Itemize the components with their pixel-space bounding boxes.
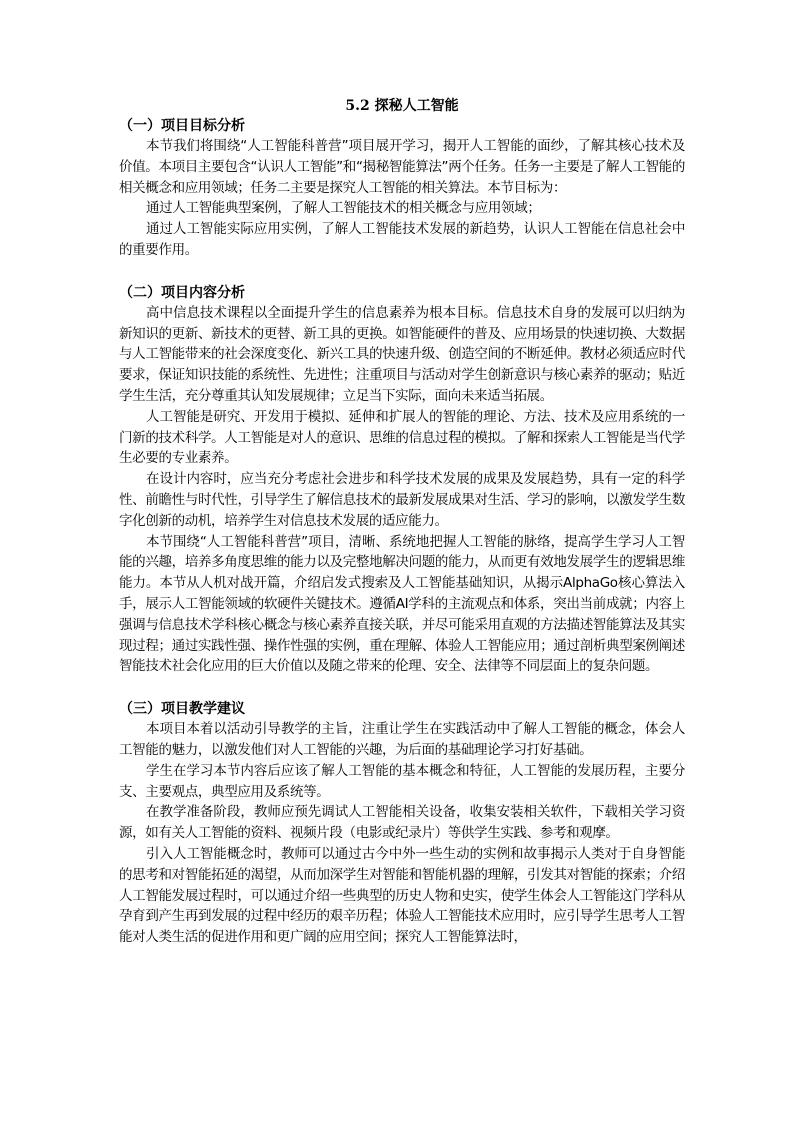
paragraph: 学生在学习本节内容后应该了解人工智能的基本概念和特征，人工智能的发展历程，主要分支、主要观点，典型应用及系统等。 xyxy=(119,762,685,800)
paragraph: 通过人工智能实际应用实例，了解人工智能技术发展的新趋势，认识人工智能在信息社会中的重要作用。 xyxy=(119,221,685,258)
paragraph: 引入人工智能概念时，教师可以通过古今中外一些生动的实例和故事揭示人类对于自身智能的思考和对智能拓延的渴望，从而加深学生对智能和智能机器的理解，引发其对智能的探索；介绍人工智能发展过程时，可以通过介绍一些典型的历史人物和史实，使学生体会人工智能这门学科从孕育到产生再到发展的过程中经历的艰辛历程；体验人工智能技术应用时，应引导学生思考人工智能对人类生活的促进作用和更广阔的应用空间；探究人工智能算法时， xyxy=(119,845,685,946)
paragraph: 高中信息技术课程以全面提升学生的信息素养为根本目标。信息技术自身的发展可以归纳为新知识的更新、新技术的更替、新工具的更换。如智能硬件的普及、应用场景的快速切换、大数据与人工智能带来的社会深度变化、新兴工具的快速升级、创造空间的不断延伸。教材必须适应时代要求，保证知识技能的系统性、先进性；注重项目与活动对学生创新意识与核心素养的驱动；贴近学生生活，充分尊重其认知发展规律；立足当下实际，面向未来适当拓展。 xyxy=(119,304,685,404)
paragraph: 人工智能是研究、开发用于模拟、延伸和扩展人的智能的理论、方法、技术及应用系统的一门新的技术科学。人工智能是对人的意识、思维的信息过程的模拟。了解和探索人工智能是当代学生必要的专业素养。 xyxy=(119,408,685,467)
paragraph: 本节围绕“人工智能科普营”项目，清晰、系统地把握人工智能的脉络，提高学生学习人工智能的兴趣，培养多角度思维的能力以及完整地解决问题的能力，从而更有效地发展学生的逻辑思维能力。本节从人机对战开篇，介绍启发式搜索及人工智能基础知识，从揭示AlphaGo核心算法入手，展示人工智能领域的软硬件关键技术。遵循AI学科的主流观点和体系，突出当前成就；内容上强调与信息技术学科核心概念与核心素养直接关联，并尽可能采用直观的方法描述智能算法及其实现过程；通过实践性强、操作性强的实例，重在理解、体验人工智能应用；通过剖析典型案例阐述智能技术社会化应用的巨大价值以及随之带来的伦理、安全、法律等不同层面上的复杂问题。 xyxy=(119,533,685,675)
section-content xyxy=(119,283,685,677)
section-spacer xyxy=(119,261,685,283)
paragraph: 本项目本着以活动引导教学的主旨，注重让学生在实践活动中了解人工智能的概念，体会人工智能的魅力，以激发他们对人工智能的兴趣，为后面的基础理论学习打好基础。 xyxy=(119,721,685,758)
section-teaching xyxy=(119,699,685,948)
paragraph: 通过人工智能典型案例，了解人工智能技术的相关概念与应用领域； xyxy=(146,200,541,217)
section-spacer xyxy=(119,677,685,699)
section-heading-goals: （一）项目目标分析 xyxy=(119,118,245,134)
paragraph: 在设计内容时，应当充分考虑社会进步和科学技术发展的成果及发展趋势，具有一定的科学性、前瞻性与时代性，引导学生了解信息技术的最新发展成果对生活、学习的影响，以激发学生数字化创新的动机，培养学生对信息技术发展的适应能力。 xyxy=(119,471,685,529)
paragraph: 本节我们将围绕“人工智能科普营”项目展开学习，揭开人工智能的面纱，了解其核心技术及价值。本项目主要包含“认识人工智能”和“揭秘智能算法”两个任务。任务一主要是了解人工智能的相关概念和应用领域；任务二主要是探究人工智能的相关算法。本节目标为： xyxy=(119,138,685,196)
section-heading-content: （二）项目内容分析 xyxy=(119,284,245,301)
section-heading-teaching: （三）项目教学建议 xyxy=(119,701,245,718)
page-title: 5.2 探秘人工智能 xyxy=(345,98,459,114)
paragraph: 在教学准备阶段，教师应预先调试人工智能相关设备，收集安装相关软件，下载相关学习资源，如有关人工智能的资料、视频片段（电影或纪录片）等供学生实践、参考和观摩。 xyxy=(119,804,685,842)
section-goals xyxy=(119,116,685,261)
document-page xyxy=(119,96,685,948)
